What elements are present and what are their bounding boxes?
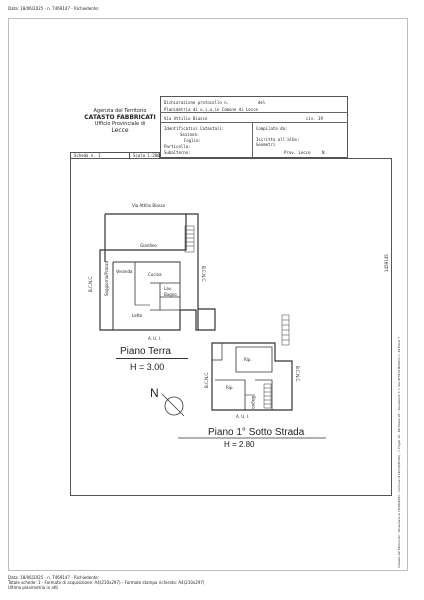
- identificativi-title: Identificativi Catastali:: [164, 126, 225, 131]
- north-arrow: [162, 394, 184, 416]
- side-stair: [282, 315, 289, 345]
- lower-staircase: [264, 384, 271, 408]
- piano-terra-rule: [116, 358, 188, 359]
- footer-line-2: Totale schede: 1 - Formato di acquisizione: A4(210x297) - Formato stampa richiesto: A4(210x297): [8, 580, 205, 585]
- footer-line-1: Data: 18/06/2025 - n. T469147 - Richiedente:: [8, 575, 100, 580]
- aui-1: A. U. I.: [148, 336, 162, 341]
- compilata-title: Compilata da:: [256, 126, 288, 131]
- room-rip-1: Rip.: [244, 357, 252, 362]
- street-label: Via Attilio Biasco: [132, 203, 166, 208]
- bcnc-lower-right: B.C.N.C.: [295, 366, 300, 383]
- agency-line-1: Agenzia del Territorio: [93, 108, 147, 114]
- bcnc-lower-left: B.C.N.C.: [204, 371, 209, 388]
- piano-terra-title: Piano Terra: [120, 346, 171, 357]
- agency-line-3: Ufficio Provinciale di: [94, 121, 146, 127]
- bcnc-middle: B.C.N.C.: [201, 266, 206, 283]
- protocol-label: Dichiarazione protocollo n.: [164, 100, 230, 105]
- room-soggiorno: Soggiorno/Pranzo: [104, 260, 109, 296]
- iscritto-label: Iscritto all'albo:: [256, 137, 300, 142]
- prov-label: Prov. Lecce: [284, 150, 311, 155]
- n-label: N.: [322, 150, 327, 155]
- top-stamp: Data: 18/06/2025 - n. T469147 - Richiedente:: [8, 6, 100, 11]
- sezione-label: Sezione:: [180, 132, 200, 137]
- aui-2: A. U. I.: [236, 414, 250, 419]
- protocol-del: del: [258, 100, 266, 105]
- piano-sotto-height: H = 2.80: [224, 440, 255, 449]
- agency-line-4: Lecce: [111, 127, 129, 134]
- planimetria-label: Planimetria di u.i.u.in Comune di Lecce: [164, 107, 258, 112]
- room-letto: Letto: [132, 313, 143, 318]
- geometri-label: Geometri: [256, 142, 276, 147]
- side-vertical-text: Catasto dei Fabbricati - Situazione al 18/06/2025 - Comune di LECCE(E506) - < Foglio 10 - Particella 95 - Subalterno 5 > VIA ATTILIO BIASCO n. 39 Piano T: [397, 336, 401, 568]
- footer-line-3: Ultima planimetria in atti: [8, 585, 59, 590]
- room-rip-2: Rip.: [226, 385, 234, 390]
- room-veranda: Veranda: [116, 269, 133, 274]
- piano-sotto-title: Piano 1° Sotto Strada: [208, 427, 305, 438]
- agency-line-2: CATASTO FABBRICATI: [84, 114, 156, 121]
- room-cucina: Cucina: [148, 272, 162, 277]
- room-bagno-2: Bagno: [251, 396, 256, 409]
- room-lav: Lav.: [164, 286, 173, 291]
- particella-label: Particella:: [164, 144, 191, 149]
- address-street: Via Attilio Biasco: [164, 116, 208, 121]
- room-bagno: Bagno: [164, 292, 177, 297]
- piano-terra-height: H = 3.00: [130, 362, 165, 372]
- scheda-label: Scheda n. 1: [74, 153, 101, 158]
- address-civ: civ. 39: [306, 116, 323, 121]
- north-label: N: [150, 386, 159, 400]
- side-number: 1459145: [384, 254, 389, 272]
- scala-label: Scala 1:200: [133, 153, 160, 158]
- foglio-label: Foglio:: [184, 138, 201, 143]
- subalterno-label: Subalterno:: [164, 150, 191, 155]
- bcnc-left: B.C.N.C.: [88, 275, 93, 292]
- room-giardino: Giardino: [140, 243, 157, 248]
